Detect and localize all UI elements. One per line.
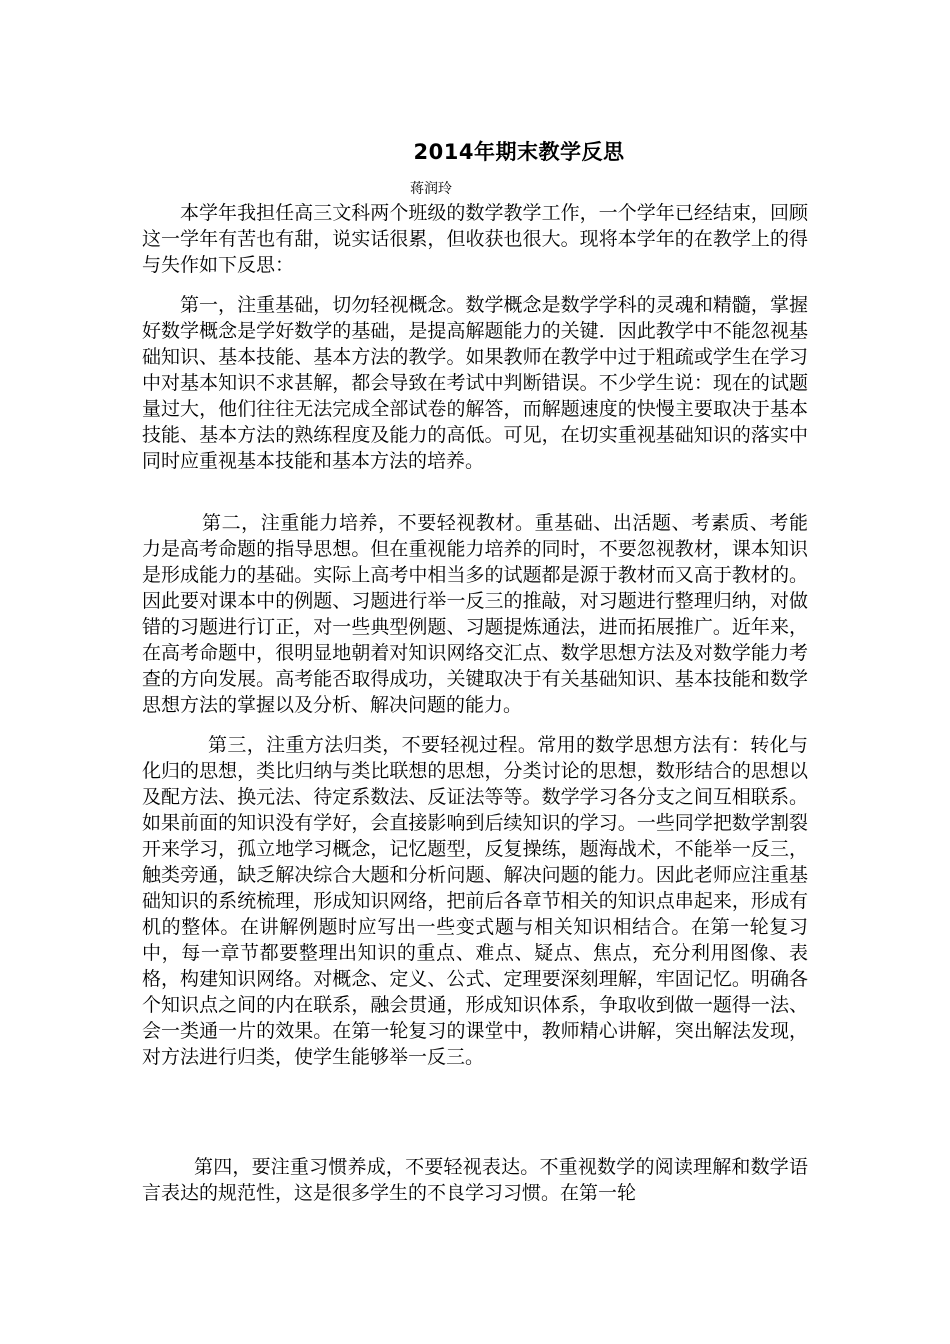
author-name: 蒋润玲 — [410, 181, 452, 197]
document-title: 2014年期末教学反思 — [413, 140, 625, 164]
paragraph-third: 第三，注重方法归类，不要轻视过程。常用的数学思想方法有：转化与化归的思想，类比归纳与类比联想的思想，分类讨论的思想，数形结合的思想以及配方法、换元法、待定系数法、反证法等等。数学学习各分支之间互相联系。如果前面的知识没有学好，会直接影响到后续知识的学习。一些同学把数学割裂开来学习，孤立地学习概念，记忆题型，反复操练，题海战术，不能举一反三，触类旁通，缺乏解决综合大题和分析问题、解决问题的能力。因此老师应注重基础知识的系统梳理，形成知识网络，把前后各章节相关的知识点串起来，形成有机的整体。在讲解例题时应写出一些变式题与相关知识相结合。在第一轮复习中，每一章节都要整理出知识的重点、难点、疑点、焦点，充分利用图像、表格，构建知识网络。对概念、定义、公式、定理要深刻理解，牢固记忆。明确各个知识点之间的内在联系，融会贯通，形成知识体系，争取收到做一题得一法、会一类通一片的效果。在第一轮复习的课堂中，教师精心讲解，突出解法发现，对方法进行归类，使学生能够举一反三。 — [142, 734, 808, 1068]
paragraph-second: 第二，注重能力培养，不要轻视教材。重基础、出活题、考素质、考能力是高考命题的指导思想。但在重视能力培养的同时，不要忽视教材，课本知识是形成能力的基础。实际上高考中相当多的试题都是源于教材而又高于教材的。因此要对课本中的例题、习题进行举一反三的推敲，对习题进行整理归纳，对做错的习题进行订正，对一些典型例题、习题提炼通法，进而拓展推广。近年来，在高考命题中，很明显地朝着对知识网络交汇点、数学思想方法及对数学能力考查的方向发展。高考能否取得成功，关键取决于有关基础知识、基本技能和数学思想方法的掌握以及分析、解决问题的能力。 — [142, 512, 808, 716]
paragraph-fourth: 第四，要注重习惯养成，不要轻视表达。不重视数学的阅读理解和数学语言表达的规范性，这是很多学生的不良学习习惯。在第一轮 — [142, 1156, 808, 1204]
paragraph-first: 第一，注重基础，切勿轻视概念。数学概念是数学学科的灵魂和精髓，掌握好数学概念是学好数学的基础，是提高解题能力的关键．因此教学中不能忽视基础知识、基本技能、基本方法的教学。如果教师在教学中过于粗疏或学生在学习中对基本知识不求甚解，都会导致在考试中判断错误。不少学生说：现在的试题量过大，他们往往无法完成全部试卷的解答，而解题速度的快慢主要取决于基本技能、基本方法的熟练程度及能力的高低。可见，在切实重视基础知识的落实中同时应重视基本技能和基本方法的培养。 — [142, 294, 808, 472]
paragraph-intro: 本学年我担任高三文科两个班级的数学教学工作，一个学年已经结束，回顾这一学年有苦也有甜，说实话很累，但收获也很大。现将本学年的在教学上的得与失作如下反思： — [142, 202, 808, 276]
